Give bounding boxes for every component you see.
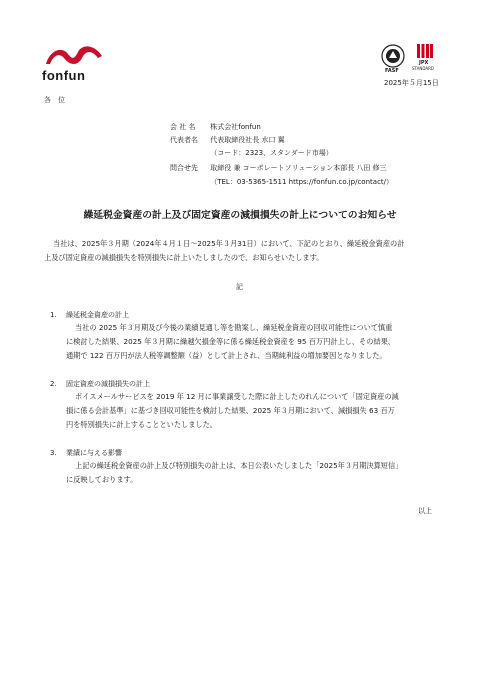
logo-mark (40, 42, 110, 68)
company-row-label: 代表者名 (170, 136, 198, 144)
section-line: ボイスメールサービスを 2019 年 12 月に事業譲受した際に計上したのれんについて「固定資産の減 (75, 392, 399, 401)
company-row-label: 会 社 名 (170, 123, 196, 131)
jpx-badge-label: JPX (419, 60, 429, 66)
section-line: 上記の繰延税金資産の計上及び特別損失の計上は、本日公表いたしました「2025年３月期決算短信」 (75, 461, 403, 470)
company-row-label: 問合せ先 (170, 164, 198, 172)
jpx-badge-sublabel: STANDARD (412, 66, 435, 71)
fasf-badge-label: FASF (385, 68, 399, 74)
section-line: に検討した結果、2025 年３月期に繰越欠損金等に係る繰延税金資産を 95 百万円計上し、その結果、 (66, 337, 395, 346)
section-heading: 繰延税金資産の計上 (66, 311, 129, 319)
section-line: 通期で 122 百万円が法人税等調整額（益）として計上され、当期純利益の増加要因となりました。 (66, 351, 387, 360)
company-row-value: （TEL：03-5365-1511 https://fonfun.co.jp/contact/） (210, 178, 394, 186)
intro-line: 上及び固定資産の減損損失を特別損失に計上いたしましたので、お知らせいたします。 (44, 253, 324, 262)
company-row-value: 取締役 兼 コーポレートソリューション本部長 八田 修三 (210, 164, 387, 172)
release-date: 2025年５月15日 (384, 79, 439, 87)
company-row-value: （コード：2323、スタンダード市場） (210, 149, 333, 157)
jpx-badge (410, 44, 440, 72)
section-line: に反映しております。 (66, 475, 138, 484)
section-line: 円を特別損失に計上することといたしました。 (66, 420, 217, 429)
intro-line: 当社は、2025年３月期（2024年４月１日～2025年３月31日）において、下記のとおり、繰延税金資産の計 (53, 239, 405, 248)
logo-text: fonfun (42, 68, 86, 83)
company-row (170, 135, 285, 145)
company-row (170, 122, 261, 132)
company-row (170, 177, 393, 187)
closing-mark: 以上 (418, 507, 432, 515)
company-row-value: 株式会社fonfun (210, 123, 261, 131)
page-title: 繰延税金資産の計上及び固定資産の減損損失の計上についてのお知らせ (83, 210, 397, 221)
section-number: 1. (50, 311, 57, 319)
section-number: 3. (50, 449, 57, 457)
section-heading: 固定資産の減損損失の計上 (66, 380, 150, 388)
company-logo (40, 42, 110, 84)
company-row (170, 148, 333, 158)
section-line: 損に係る会計基準」に基づき回収可能性を検討した結果、2025 年３月期において、減損損失 63 百万 (66, 406, 395, 415)
section-number: 2. (50, 380, 57, 388)
company-row-value: 代表取締役社長 水口 翼 (210, 136, 285, 144)
fasf-badge (380, 44, 406, 72)
section-heading: 業績に与える影響 (66, 449, 122, 457)
addressee: 各 位 (44, 96, 65, 104)
section-line: 当社の 2025 年３月期及び今後の業績見通し等を勘案し、繰延税金資産の回収可能性について慎重 (75, 323, 393, 332)
company-row (170, 163, 387, 173)
ki-marker: 記 (236, 283, 243, 291)
